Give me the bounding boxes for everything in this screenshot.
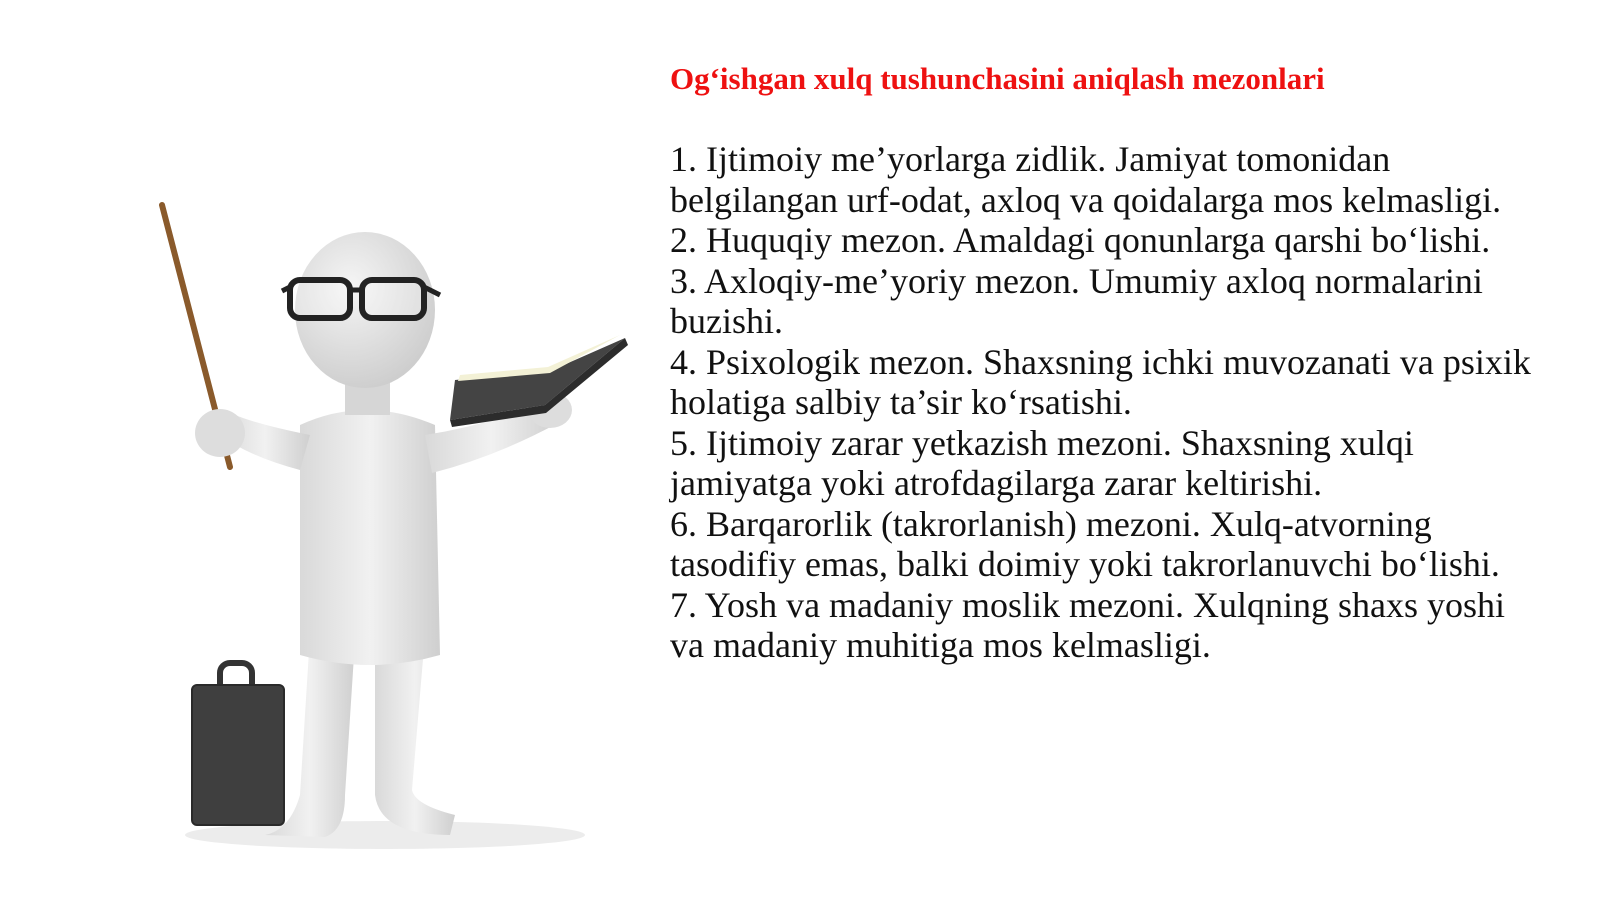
list-item: 5. Ijtimoiy zarar yetkazish mezoni. Shaxsning xulqi jamiyatga yoki atrofdagilarga zarar keltirishi. (670, 422, 1414, 504)
list-item: 3. Axloqiy-me’yoriy mezon. Umumiy axloq normalarini buzishi. (670, 260, 1483, 342)
briefcase-icon (192, 663, 284, 825)
glasses-icon (282, 280, 440, 318)
list-item: 6. Barqarorlik (takrorlanish) mezoni. Xulq-atvorning tasodifiy emas, balki doimiy yoki takrorlanuvchi bo‘lishi. (670, 503, 1500, 585)
criteria-list (670, 139, 1540, 666)
list-item: 2. Huquqiy mezon. Amaldagi qonunlarga qarshi bo‘lishi. (670, 220, 1491, 261)
teacher-figure-icon (150, 195, 650, 855)
list-item: 7. Yosh va madaniy moslik mezoni. Xulqning shaxs yoshi va madaniy muhitiga mos kelmasligi. (670, 584, 1505, 666)
list-item: 1. Ijtimoiy me’yorlarga zidlik. Jamiyat tomonidan belgilangan urf-odat, axloq va qoidalarga mos kelmasligi. (670, 139, 1502, 220)
list-item: 4. Psixologik mezon. Shaxsning ichki muvozanati va psixik holatiga salbiy ta’sir ko‘rsatishi. (670, 341, 1531, 423)
slide-title: Og‘ishgan xulq tushunchasini aniqlash mezonlari (670, 61, 1325, 96)
content-area (670, 60, 1540, 666)
book-icon (450, 335, 628, 427)
